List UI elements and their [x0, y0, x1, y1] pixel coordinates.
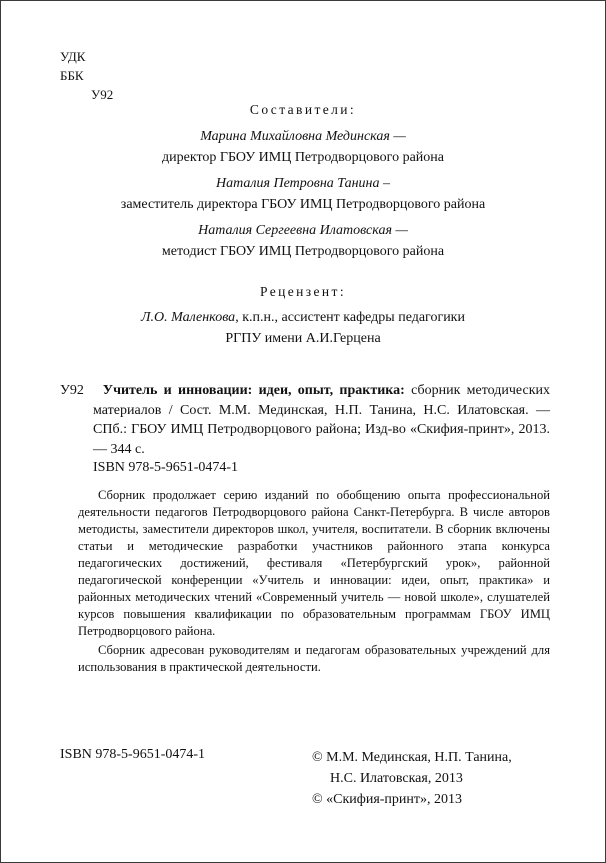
author-mark: У92	[91, 87, 114, 102]
reviewer-credentials: , к.п.н., ассистент кафедры педагогики	[235, 310, 465, 325]
bbk-label: ББК	[60, 68, 84, 83]
compiler-role-1: директор ГБОУ ИМЦ Петродворцового района	[162, 150, 444, 165]
copyright-line-3: © «Скифия-принт», 2013	[312, 792, 463, 807]
footer-isbn: ISBN 978-5-9651-0474-1	[60, 747, 206, 762]
classification-codes	[60, 47, 113, 104]
compiler-name-3: Наталия Сергеевна Илатовская —	[198, 223, 408, 238]
bib-title: Учитель и инновации: идеи, опыт, практика:	[102, 383, 405, 398]
abstract-paragraph-1: Сборник продолжает серию изданий по обобщению опыта профессиональной деятельности педагогов Петродворцового района Санкт-Петербурга. В числе авторов методисты, заместители директоров школ, учителя, воспитатели. В сборник включены статьи и методические разработки участников районного этапа конкурса педагогических достижений, фестиваля «Петербургский урок», районной педагогической конференции «Учитель и инновации: идеи, опыт, практика» и районных методических чтений «Современный учитель — новой школе», слушателей курсов повышения квалификации по образовательным программам ГБОУ ИМЦ Петродворцового района.	[78, 488, 550, 638]
bib-mark: У92	[60, 383, 84, 398]
copyright-line-1: © М.М. Мединская, Н.П. Танина,	[312, 750, 512, 765]
bib-description: сборник методических материалов / Сост. М.М. Мединская, Н.П. Танина, Н.С. Илатовская. — СПб.: ГБОУ ИМЦ Петродворцового района; Изд-во «Скифия-принт», 2013. — 344 с.	[93, 383, 551, 457]
reviewer-line-1	[1, 310, 605, 326]
isbn-top: ISBN 978-5-9651-0474-1	[93, 460, 239, 475]
compiler-role-2: заместитель директора ГБОУ ИМЦ Петродворцового района	[120, 197, 486, 212]
udk-label: УДК	[60, 49, 86, 64]
compiler-name-1: Марина Михайловна Мединская —	[200, 129, 406, 144]
abstract	[78, 487, 550, 678]
reviewer-name: Л.О. Маленкова	[141, 310, 236, 325]
copyright-line-2: Н.С. Илатовская, 2013	[330, 771, 463, 786]
compiler-role-3: методист ГБОУ ИМЦ Петродворцового района	[161, 244, 445, 259]
compilers-heading: Составители:	[249, 102, 357, 117]
reviewer-line-2: РГПУ имени А.И.Герцена	[225, 331, 381, 346]
bibliographic-record	[60, 381, 550, 459]
reviewer-heading: Рецензент:	[260, 284, 346, 299]
copyright-block	[312, 747, 512, 810]
compiler-name-2: Наталия Петровна Танина –	[216, 176, 390, 191]
abstract-paragraph-2: Сборник адресован руководителям и педагогам образовательных учреждений для использования в практической деятельности.	[78, 643, 550, 674]
